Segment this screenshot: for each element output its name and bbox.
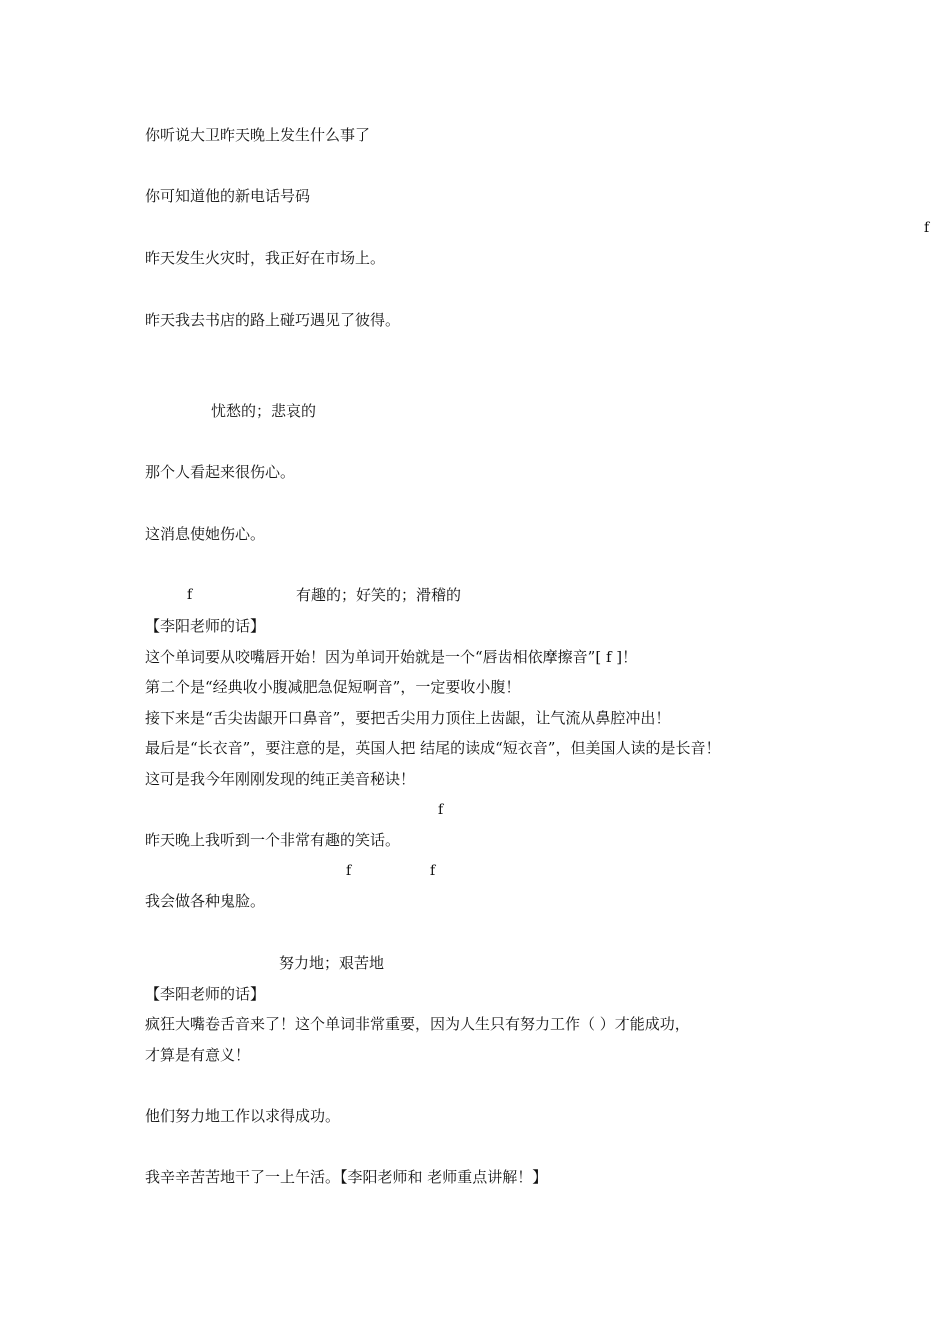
teacher-note-heading: 【李阳老师的话】 [145, 985, 266, 1003]
teacher-note-line: 第二个是“经典收小腹减肥急促短啊音”，一定要收小腹！ [145, 678, 521, 696]
sentence-morning-work: 我辛辛苦苦地干了一上午活。【李阳老师和 老师重点讲解！】 [145, 1168, 548, 1186]
teacher-note-heading: 【李阳老师的话】 [145, 617, 266, 635]
teacher-note-line: 疯狂大嘴卷舌音来了！这个单词非常重要，因为人生只有努力工作（ ）才能成功， [145, 1015, 690, 1033]
teacher-note-line: 接下来是“舌尖齿龈开口鼻音”，要把舌尖用力顶住上齿龈，让气流从鼻腔冲出！ [145, 709, 671, 727]
sentence-news-sad: 这消息使她伤心。 [145, 525, 266, 543]
sentence-david: 你听说大卫昨天晚上发生什么事了 [145, 126, 371, 144]
phonetic-fragment: f [438, 802, 444, 818]
sentence-joke: 昨天晚上我听到一个非常有趣的笑话。 [145, 831, 401, 849]
phonetic-fragment: f [430, 863, 436, 879]
teacher-note-line: 这个单词要从咬嘴唇开始！因为单词开始就是一个“唇齿相依摩擦音”[ f ]！ [145, 648, 638, 666]
sentence-phone-number: 你可知道他的新电话号码 [145, 187, 311, 205]
sentence-faces: 我会做各种鬼脸。 [145, 892, 266, 910]
definition-funny: 有趣的；好笑的；滑稽的 [296, 586, 462, 604]
sentence-fire: 昨天发生火灾时，我正好在市场上。 [145, 249, 386, 267]
phonetic-fragment: f [924, 220, 930, 236]
teacher-note-line: 最后是“长衣音”，要注意的是，英国人把 结尾的读成“短衣音”，但美国人读的是长音！ [145, 739, 721, 757]
sentence-bookstore: 昨天我去书店的路上碰巧遇见了彼得。 [145, 311, 401, 329]
definition-sad: 忧愁的；悲哀的 [211, 402, 317, 420]
phonetic-fragment: f [187, 587, 193, 603]
sentence-work-hard: 他们努力地工作以求得成功。 [145, 1107, 341, 1125]
teacher-note-line: 这可是我今年刚刚发现的纯正美音秘诀！ [145, 770, 416, 788]
definition-hard: 努力地；艰苦地 [279, 954, 385, 972]
teacher-note-line: 才算是有意义！ [145, 1046, 251, 1064]
sentence-man-sad: 那个人看起来很伤心。 [145, 463, 296, 481]
phonetic-fragment: f [346, 863, 352, 879]
